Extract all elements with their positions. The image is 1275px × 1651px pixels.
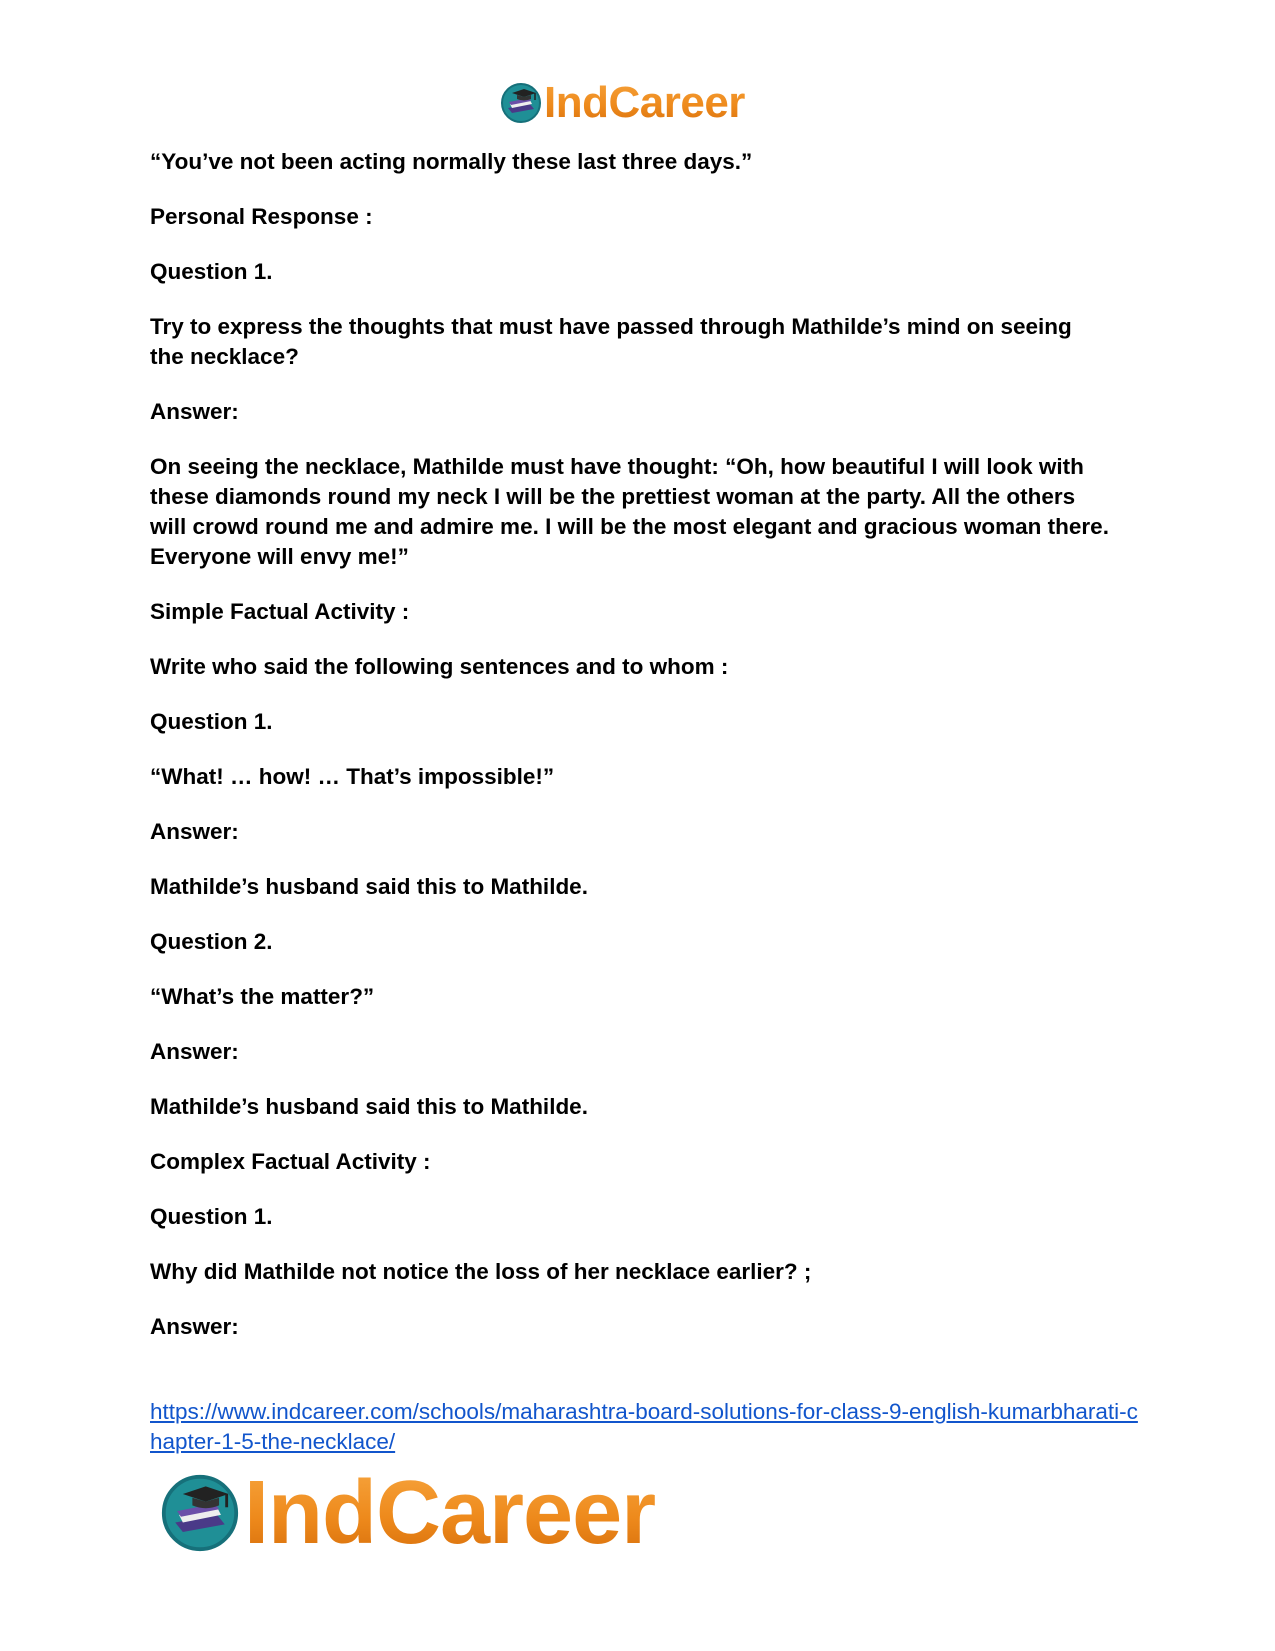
answer-label: Answer: [150, 1314, 239, 1339]
question-label: Question 1. [150, 1204, 273, 1229]
question-text: “What’s the matter?” [150, 984, 375, 1009]
question-text: Try to express the thoughts that must have passed through Mathilde’s mind on seeing the necklace? [150, 314, 1072, 369]
document-body [150, 147, 1110, 1367]
graduation-book-icon [500, 82, 542, 124]
logo-wordmark: IndCareer [244, 1463, 656, 1563]
question-label: Question 2. [150, 929, 273, 954]
graduation-book-icon [160, 1473, 240, 1553]
logo-wordmark: IndCareer [544, 78, 745, 127]
question-label: Question 1. [150, 709, 273, 734]
quote-paragraph: “You’ve not been acting normally these last three days.” [150, 149, 753, 174]
section-heading: Complex Factual Activity : [150, 1149, 431, 1174]
question-text: Why did Mathilde not notice the loss of her necklace earlier? ; [150, 1259, 812, 1284]
answer-text: Mathilde’s husband said this to Mathilde. [150, 874, 588, 899]
section-heading: Personal Response : [150, 204, 373, 229]
question-label: Question 1. [150, 259, 273, 284]
answer-label: Answer: [150, 399, 239, 424]
footer-logo [160, 1463, 656, 1563]
section-heading: Simple Factual Activity : [150, 599, 410, 624]
instruction-text: Write who said the following sentences and to whom : [150, 654, 729, 679]
answer-label: Answer: [150, 819, 239, 844]
question-text: “What! … how! … That’s impossible!” [150, 764, 555, 789]
answer-label: Answer: [150, 1039, 239, 1064]
answer-text: On seeing the necklace, Mathilde must have thought: “Oh, how beautiful I will look with these diamonds round my neck I will be the prettiest woman at the party. All the others will crowd round me and admire me. I will be the most elegant and gracious woman there. Everyone will envy me!” [150, 454, 1109, 569]
source-url-link[interactable]: https://www.indcareer.com/schools/maharashtra-board-solutions-for-class-9-english-kumarbharati-chapter-1-5-the-necklace/ [150, 1399, 1138, 1454]
answer-text: Mathilde’s husband said this to Mathilde. [150, 1094, 588, 1119]
header-logo [500, 78, 745, 128]
